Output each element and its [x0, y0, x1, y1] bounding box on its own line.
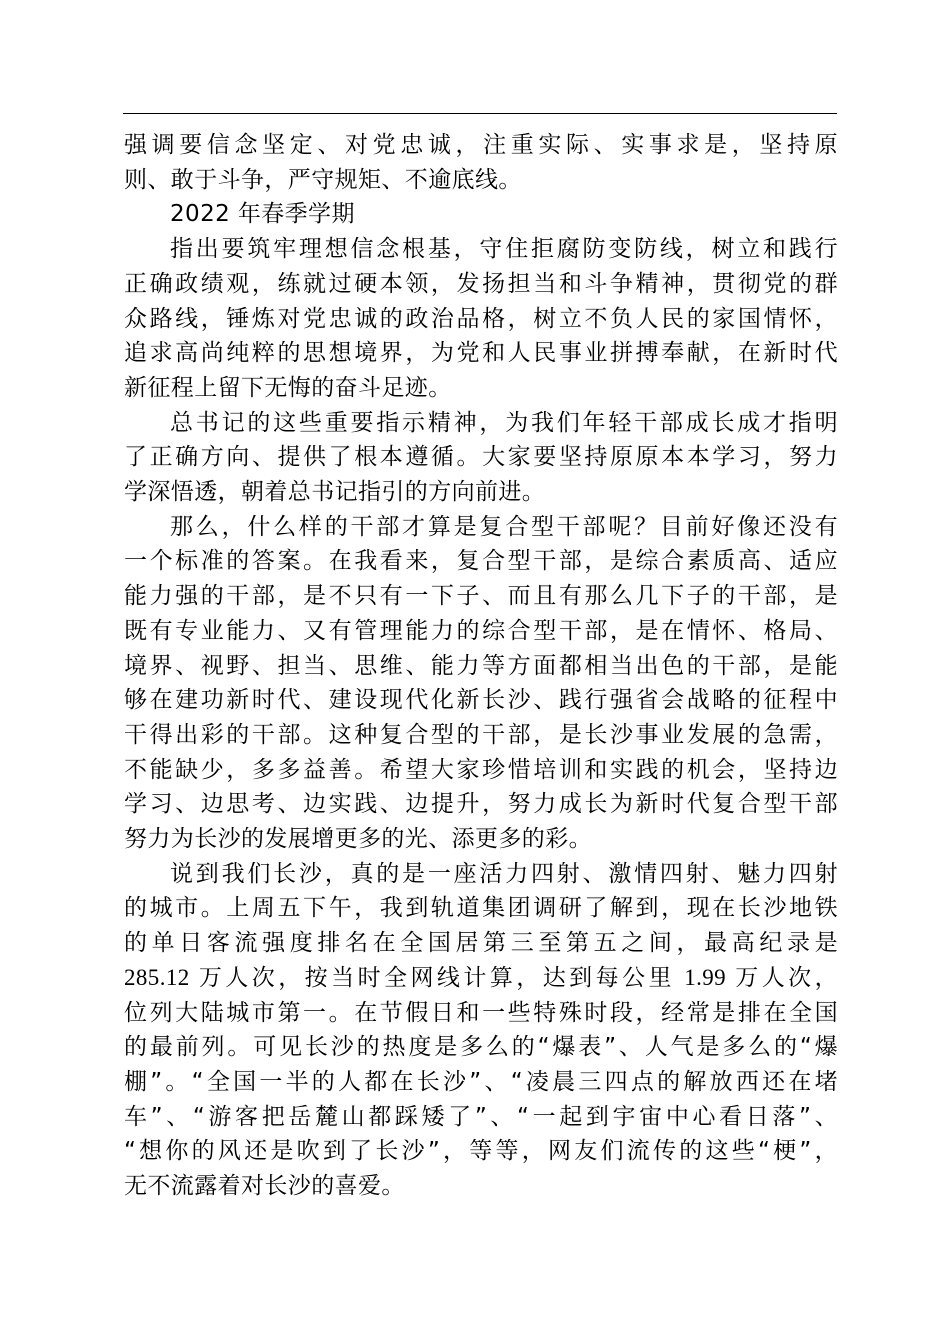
- text-line: 不能缺少，多多益善。希望大家珍惜培训和实践的机会，坚持边: [124, 756, 838, 783]
- text-line: 说到我们长沙，真的是一座活力四射、激情四射、魅力四射: [170, 860, 838, 887]
- text-line: 285.12 万人次，按当时全网线计算，达到每公里 1.99 万人次，: [124, 964, 838, 990]
- text-line: 境界、视野、担当、思维、能力等方面都相当出色的干部，是能: [124, 652, 838, 679]
- paragraph-4: [124, 406, 838, 510]
- text-line: 指出要筑牢理想信念根基，守住拒腐防变防线，树立和践行: [170, 236, 838, 263]
- text-line: 无不流露着对长沙的喜爱。: [124, 1173, 405, 1200]
- text-line: 位列大陆城市第一。在节假日和一些特殊时段，经常是排在全国: [124, 999, 838, 1026]
- paragraph-2-heading: [124, 197, 838, 232]
- header-divider: [123, 113, 837, 114]
- text-line: “想你的风还是吹到了长沙”，等等，网友们流传的这些“梗”，: [124, 1138, 838, 1165]
- text-line: 的最前列。可见长沙的热度是多么的“爆表”、人气是多么的“爆: [124, 1034, 838, 1061]
- text-line: 能力强的干部，是不只有一下子、而且有那么几下子的干部，是: [124, 583, 838, 610]
- text-line: 正确政绩观，练就过硬本领，发扬担当和斗争精神，贯彻党的群: [124, 270, 838, 297]
- text-line: 则、敢于斗争，严守规矩、不逾底线。: [124, 166, 522, 193]
- text-line: 努力为长沙的发展增更多的光、添更多的彩。: [124, 826, 592, 853]
- text-line: 追求高尚纯粹的思想境界，为党和人民事业拼搏奉献，在新时代: [124, 340, 838, 367]
- text-line: 学深悟透，朝着总书记指引的方向前进。: [124, 479, 546, 506]
- text-line: 强调要信念坚定、对党忠诚，注重实际、实事求是，坚持原: [124, 132, 838, 158]
- text-line: 总书记的这些重要指示精神，为我们年轻干部成长成才指明: [170, 409, 838, 436]
- text-line: 众路线，锤炼对党忠诚的政治品格，树立不负人民的家国情怀，: [124, 305, 838, 332]
- text-line: 了正确方向、提供了根本遵循。大家要坚持原原本本学习，努力: [124, 444, 838, 471]
- text-line: 车”、“游客把岳麓山都踩矮了”、“一起到宇宙中心看日落”、: [124, 1103, 838, 1130]
- text-line: 干得出彩的干部。这种复合型的干部，是长沙事业发展的急需，: [124, 721, 838, 748]
- text-line: 既有专业能力、又有管理能力的综合型干部，是在情怀、格局、: [124, 617, 838, 644]
- text-line: 一个标准的答案。在我看来，复合型干部，是综合素质高、适应: [124, 548, 838, 575]
- text-line: 那么，什么样的干部才算是复合型干部呢？目前好像还没有: [170, 513, 838, 540]
- paragraph-3: [124, 232, 838, 406]
- text-line: 新征程上留下无悔的奋斗足迹。: [124, 374, 452, 401]
- text-line: 棚”。“全国一半的人都在长沙”、“凌晨三四点的解放西还在堵: [124, 1068, 838, 1095]
- text-line: 的单日客流强度排名在全国居第三至第五之间，最高纪录是: [124, 930, 838, 957]
- text-line: 2022 年春季学期: [170, 201, 355, 228]
- text-line: 的城市。上周五下午，我到轨道集团调研了解到，现在长沙地铁: [124, 895, 838, 922]
- text-line: 学习、边思考、边实践、边提升，努力成长为新时代复合型干部: [124, 791, 838, 818]
- text-line: 够在建功新时代、建设现代化新长沙、践行强省会战略的征程中: [124, 687, 838, 714]
- paragraph-5: [124, 510, 838, 857]
- paragraph-1: [124, 128, 838, 197]
- document-body: [124, 128, 838, 1204]
- paragraph-6: [124, 857, 838, 1204]
